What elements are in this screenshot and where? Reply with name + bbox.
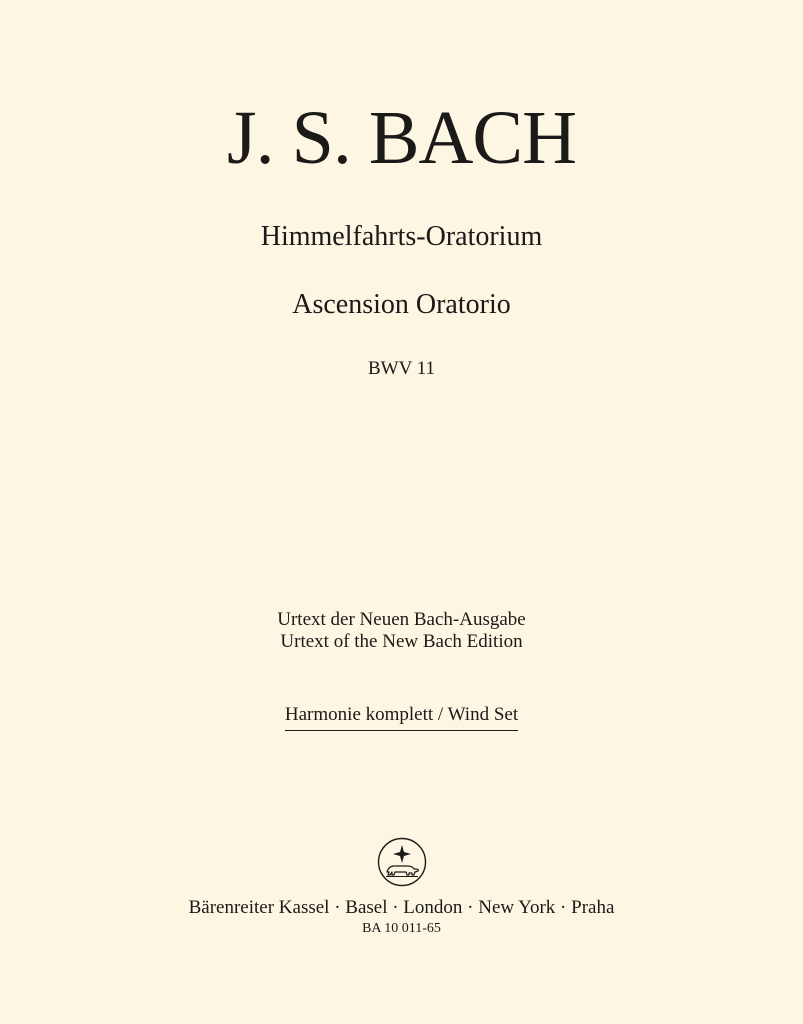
baerenreiter-logo-icon (377, 837, 427, 887)
composer-name: J. S. BACH (227, 96, 576, 180)
publisher-locations: Bärenreiter Kassel · Basel · London · New York · Praha (188, 897, 615, 918)
urtext-line-english: Urtext of the New Bach Edition (280, 631, 523, 652)
urtext-line-german: Urtext der Neuen Bach-Ausgabe (277, 609, 526, 630)
order-number: BA 10 011-65 (362, 921, 441, 936)
catalog-number: BWV 11 (367, 358, 436, 379)
work-title-german: Himmelfahrts-Oratorium (260, 221, 543, 252)
edition-label-container (0, 704, 803, 731)
edition-label: Harmonie komplett / Wind Set (285, 704, 518, 731)
work-title-english: Ascension Oratorio (292, 289, 511, 320)
